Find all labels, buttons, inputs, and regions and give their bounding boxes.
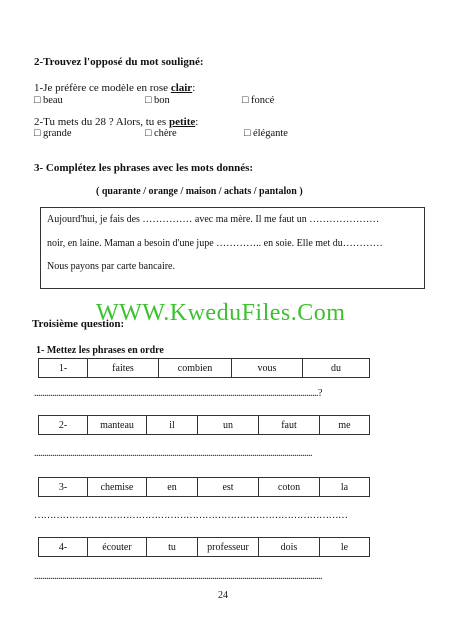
fill-text-line-1: Aujourd'hui, je fais des …………… avec ma mère. Il me faut un …………………	[47, 214, 380, 225]
watermark: WWW.KweduFiles.Com	[96, 300, 346, 326]
order-cell: chemise	[88, 478, 147, 497]
order-row-2	[38, 415, 370, 435]
order-cell: dois	[259, 538, 320, 557]
question-2-prefix: 2-Tu mets du 28 ? Alors, tu es	[34, 116, 169, 128]
q2-option-2[interactable]: □ chère	[145, 128, 177, 139]
q1-option-1[interactable]: □ beau	[34, 95, 63, 106]
answer-line-1[interactable]: ..............................................................................................................................................?	[34, 388, 322, 399]
question-3-heading: Troisième question:	[32, 318, 125, 330]
order-row-3	[38, 477, 370, 497]
word-bank: ( quarante / orange / maison / achats / pantalon )	[96, 186, 303, 197]
answer-line-4[interactable]: ................................................................................................................................................	[34, 571, 322, 582]
q2-option-3[interactable]: □ élégante	[244, 128, 288, 139]
order-cell: 2-	[39, 416, 88, 435]
order-cell: est	[198, 478, 259, 497]
q2-option-1[interactable]: □ grande	[34, 128, 72, 139]
order-cell: il	[147, 416, 198, 435]
order-cell: professeur	[198, 538, 259, 557]
order-cell: coton	[259, 478, 320, 497]
order-cell: vous	[232, 359, 303, 378]
question-1-prefix: 1-Je préfère ce modèle en rose	[34, 82, 171, 94]
order-cell: combien	[159, 359, 232, 378]
order-cell: 4-	[39, 538, 88, 557]
q1-option-3[interactable]: □ foncé	[242, 95, 275, 106]
page-number: 24	[218, 590, 228, 601]
order-row-4	[38, 537, 370, 557]
question-1	[34, 82, 195, 94]
order-cell: me	[320, 416, 370, 435]
order-cell: 3-	[39, 478, 88, 497]
q1-option-2[interactable]: □ bon	[145, 95, 170, 106]
order-cell: la	[320, 478, 370, 497]
order-cell: faut	[259, 416, 320, 435]
fill-text-line-2: noir, en laine. Maman a besoin d'une jupe ………….. en soie. Elle met du…………	[47, 238, 383, 249]
order-cell: tu	[147, 538, 198, 557]
question-2	[34, 116, 198, 128]
question-1-underlined-word: clair	[170, 82, 193, 94]
order-cell: un	[198, 416, 259, 435]
question-2-suffix: :	[195, 116, 199, 128]
section3-heading: 3- Complétez les phrases avec les mots donnés:	[34, 162, 254, 174]
order-instructions: 1- Mettez les phrases en ordre	[36, 345, 164, 356]
answer-line-3[interactable]: ………………………………………………………………………………………	[34, 510, 348, 521]
order-cell: 1-	[39, 359, 88, 378]
question-1-suffix: :	[192, 82, 196, 94]
order-cell: écouter	[88, 538, 147, 557]
order-cell: le	[320, 538, 370, 557]
order-cell: faites	[88, 359, 159, 378]
section2-heading: 2-Trouvez l'opposé du mot souligné:	[34, 56, 204, 68]
answer-line-2[interactable]: ...........................................................................................................................................	[34, 448, 312, 459]
order-row-1	[38, 358, 370, 378]
question-2-underlined-word: petite	[168, 116, 196, 128]
fill-text-line-3: Nous payons par carte bancaire.	[47, 261, 175, 272]
order-cell: manteau	[88, 416, 147, 435]
order-cell: en	[147, 478, 198, 497]
order-cell: du	[303, 359, 370, 378]
